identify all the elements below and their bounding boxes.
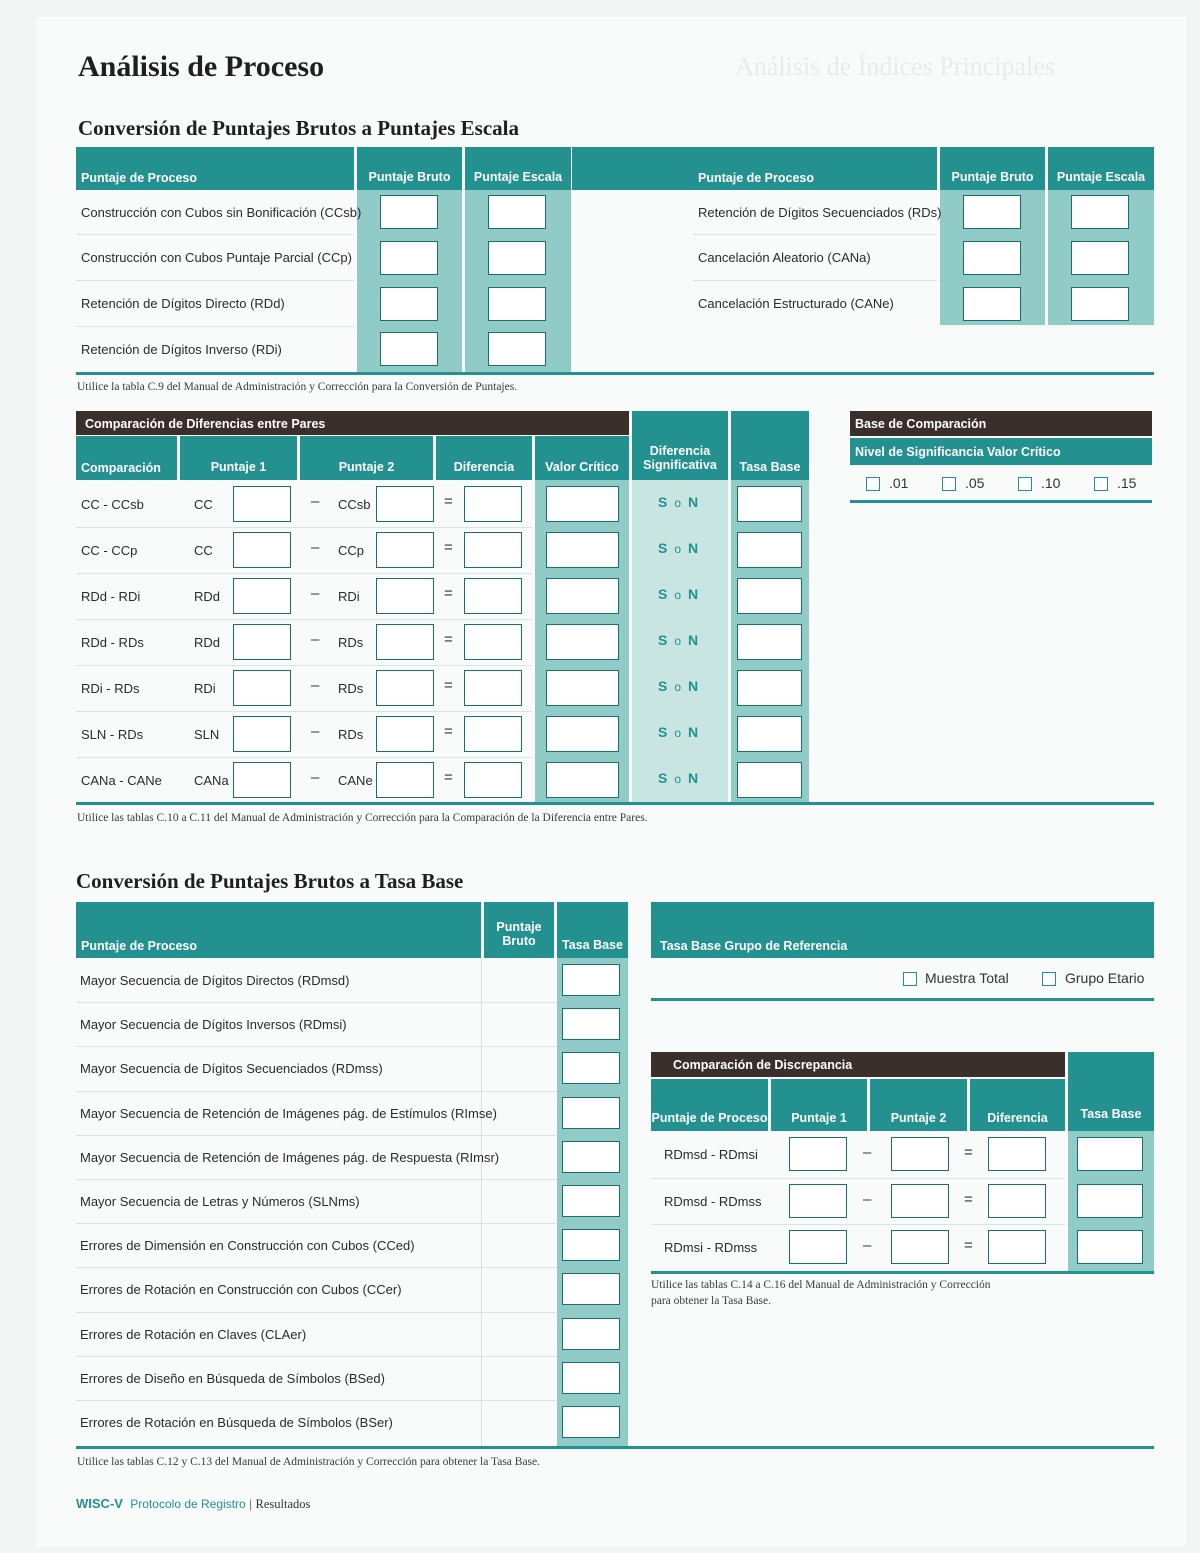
pair-base-rate-input[interactable]: [737, 532, 802, 568]
header-puntaje-bruto-left: Puntaje Bruto: [357, 147, 462, 190]
pair-critical-value-input[interactable]: [546, 578, 619, 614]
checkbox-15[interactable]: [1094, 477, 1108, 491]
pair-comparison-label: RDd - RDs: [81, 634, 144, 650]
significance-selector[interactable]: [658, 678, 699, 694]
pair-critical-value-input[interactable]: [546, 624, 619, 660]
significance-o: o: [674, 634, 683, 648]
base-rate-input[interactable]: [562, 1229, 620, 1261]
header-diferencia: Diferencia: [436, 436, 532, 480]
significance-n[interactable]: N: [688, 540, 700, 556]
section-title-tasa-base: Conversión de Puntajes Brutos a Tasa Base: [76, 869, 464, 893]
label-15: .15: [1117, 475, 1137, 491]
equals-sign: =: [964, 1191, 973, 1208]
pair-difference-input[interactable]: [464, 670, 522, 706]
minus-sign: –: [311, 677, 320, 694]
input-escala-rdi[interactable]: [488, 332, 546, 366]
significance-s[interactable]: S: [658, 724, 669, 740]
row-divider: [76, 527, 532, 528]
row-divider: [76, 665, 532, 666]
discrepancy-base-rate-input[interactable]: [1077, 1184, 1143, 1218]
header-disc-diferencia: Diferencia: [970, 1079, 1065, 1131]
pair-score-2-label: CCp: [338, 542, 365, 558]
pair-base-rate-input[interactable]: [737, 624, 802, 660]
discrepancy-score-1-input[interactable]: [789, 1137, 847, 1171]
header-puntaje-1: Puntaje 1: [180, 436, 297, 480]
significance-n[interactable]: N: [688, 724, 700, 740]
header-puntaje-proceso-3: Puntaje de Proceso: [76, 902, 481, 958]
equals-sign: =: [444, 539, 453, 556]
base-rate-input[interactable]: [562, 964, 620, 996]
pair-score-2-label: RDs: [338, 634, 364, 650]
significance-s[interactable]: S: [658, 540, 669, 556]
table-bottom-rule: [76, 1446, 1154, 1449]
disc-bottom-rule: [651, 1271, 1154, 1274]
base-rate-input[interactable]: [562, 1318, 620, 1350]
minus-sign: –: [311, 769, 320, 786]
base-rate-input[interactable]: [562, 1362, 620, 1394]
base-rate-input[interactable]: [562, 1097, 620, 1129]
pair-score-2-label: RDs: [338, 726, 364, 742]
significance-n[interactable]: N: [688, 632, 700, 648]
base-rate-row-label: Mayor Secuencia de Retención de Imágenes pág. de Respuesta (RImsr): [80, 1149, 500, 1165]
pair-comparison-label: CC - CCsb: [81, 496, 144, 512]
minus-sign: –: [863, 1237, 872, 1254]
equals-sign: =: [444, 677, 453, 694]
row-label: Retención de Dígitos Secuenciados (RDs): [698, 204, 942, 220]
base-rate-row-label: Errores de Rotación en Claves (CLAer): [80, 1326, 307, 1342]
input-bruto-ccp[interactable]: [380, 241, 438, 275]
pair-score-2-input[interactable]: [376, 532, 434, 568]
row-label: Construcción con Cubos Puntaje Parcial (CCp): [81, 249, 352, 265]
pair-difference-input[interactable]: [464, 486, 522, 522]
header-disc-puntaje-2: Puntaje 2: [870, 1079, 967, 1131]
pair-score-2-input[interactable]: [376, 670, 434, 706]
footer-brand: WISC-V: [76, 1496, 123, 1511]
pair-score-2-input[interactable]: [376, 762, 434, 798]
significance-n[interactable]: N: [688, 678, 700, 694]
row-label: Cancelación Estructurado (CANe): [698, 295, 894, 311]
note-c14-c16: Utilice las tablas C.14 a C.16 del Manual de Administración y Corrección: [651, 1279, 991, 1291]
input-bruto-rdi[interactable]: [380, 332, 438, 366]
base-rate-input[interactable]: [562, 1185, 620, 1217]
pair-difference-input[interactable]: [464, 716, 522, 752]
checkbox-05[interactable]: [942, 477, 956, 491]
header-disc-tasa-base: Tasa Base: [1068, 1052, 1154, 1131]
header-tasa-base: Tasa Base: [731, 411, 809, 480]
pair-score-1-input[interactable]: [233, 762, 291, 798]
base-rate-input[interactable]: [562, 1273, 620, 1305]
page-title: Análisis de Proceso: [78, 50, 325, 83]
pair-comparison-label: SLN - RDs: [81, 726, 144, 742]
pair-base-rate-input[interactable]: [737, 578, 802, 614]
pair-score-1-label: CANa: [194, 772, 229, 788]
significance-selector[interactable]: [658, 494, 699, 510]
pair-critical-value-input[interactable]: [546, 670, 619, 706]
base-rate-input[interactable]: [562, 1141, 620, 1173]
row-label: Construcción con Cubos sin Bonificación (CCsb): [81, 204, 362, 220]
pair-score-1-input[interactable]: [233, 578, 291, 614]
significance-n[interactable]: N: [688, 586, 700, 602]
pair-score-2-input[interactable]: [376, 624, 434, 660]
discrepancy-label: RDmsd - RDmsi: [664, 1146, 758, 1162]
note-c9: Utilice la tabla C.9 del Manual de Administración y Corrección para la Conversión de Puntajes.: [77, 381, 518, 393]
minus-sign: –: [863, 1144, 872, 1161]
pair-comparison-label: RDi - RDs: [81, 680, 140, 696]
discrepancy-score-1-input[interactable]: [789, 1230, 847, 1264]
pair-base-rate-input[interactable]: [737, 762, 802, 798]
discrepancy-score-2-input[interactable]: [891, 1230, 949, 1264]
row-divider: [693, 280, 937, 281]
significance-s[interactable]: S: [658, 586, 669, 602]
header-puntaje-proceso-right: Puntaje de Proceso: [572, 147, 937, 190]
pair-score-1-input[interactable]: [233, 670, 291, 706]
header-puntaje-2: Puntaje 2: [300, 436, 433, 480]
pair-comparison-label: CANa - CANe: [81, 772, 162, 788]
significance-selector[interactable]: [658, 632, 699, 648]
pair-critical-value-input[interactable]: [546, 532, 619, 568]
significance-s[interactable]: S: [658, 678, 669, 694]
pair-score-1-label: RDi: [194, 680, 216, 696]
input-bruto-cana[interactable]: [963, 241, 1021, 275]
row-divider: [76, 1400, 557, 1401]
row-divider: [651, 1224, 1065, 1225]
equals-sign: =: [444, 493, 453, 510]
footer: [76, 1496, 310, 1512]
checkbox-01[interactable]: [866, 477, 880, 491]
checkbox-muestra-total[interactable]: [903, 972, 917, 986]
pair-score-2-input[interactable]: [376, 716, 434, 752]
note-c12-c13: Utilice las tablas C.12 y C.13 del Manual de Administración y Corrección para obtener la Tasa Base.: [77, 1456, 541, 1468]
base-rate-row-label: Errores de Rotación en Construcción con Cubos (CCer): [80, 1281, 402, 1297]
row-divider: [693, 234, 937, 235]
significance-selector[interactable]: [658, 770, 699, 786]
pair-base-rate-input[interactable]: [737, 716, 802, 752]
base-rate-row-label: Mayor Secuencia de Letras y Números (SLNms): [80, 1193, 360, 1209]
label-grupo-etario: Grupo Etario: [1065, 970, 1145, 986]
row-divider: [76, 1312, 557, 1313]
header-puntaje-escala-right: Puntaje Escala: [1048, 147, 1154, 190]
row-divider: [76, 1091, 557, 1092]
note-c14-c16-cont: para obtener la Tasa Base.: [651, 1295, 771, 1307]
minus-sign: –: [311, 723, 320, 740]
equals-sign: =: [444, 723, 453, 740]
pair-base-rate-input[interactable]: [737, 670, 802, 706]
significance-selector[interactable]: [658, 540, 699, 556]
equals-sign: =: [964, 1144, 973, 1161]
table-bottom-rule: [76, 372, 1154, 375]
discrepancy-difference-input[interactable]: [988, 1184, 1046, 1218]
significance-selector[interactable]: [658, 586, 699, 602]
pair-score-1-label: RDd: [194, 588, 221, 604]
discrepancy-score-2-input[interactable]: [891, 1184, 949, 1218]
input-escala-ccp[interactable]: [488, 241, 546, 275]
header-puntaje-bruto-right: Puntaje Bruto: [940, 147, 1045, 190]
row-divider: [76, 280, 354, 281]
banner-comparacion-pares: Comparación de Diferencias entre Pares: [76, 411, 629, 435]
input-bruto-rdd[interactable]: [380, 287, 438, 321]
row-divider: [76, 234, 354, 235]
pair-score-1-input[interactable]: [233, 716, 291, 752]
header-disc-puntaje-1: Puntaje 1: [771, 1079, 867, 1131]
equals-sign: =: [964, 1237, 973, 1254]
significance-n[interactable]: N: [688, 494, 700, 510]
header-puntaje-bruto-3: Puntaje Bruto: [484, 902, 554, 958]
header-diferencia-significativa: Diferencia Significativa: [632, 411, 728, 480]
pair-difference-input[interactable]: [464, 624, 522, 660]
pair-score-1-label: CC: [194, 496, 213, 512]
pair-score-2-label: RDi: [338, 588, 360, 604]
table-bottom-rule: [76, 802, 1154, 805]
equals-sign: =: [444, 769, 453, 786]
input-escala-rdd[interactable]: [488, 287, 546, 321]
pair-difference-input[interactable]: [464, 532, 522, 568]
label-01: .01: [889, 475, 909, 491]
significance-o: o: [674, 772, 683, 786]
minus-sign: –: [311, 585, 320, 602]
significance-o: o: [674, 588, 683, 602]
pair-base-rate-input[interactable]: [737, 486, 802, 522]
equals-sign: =: [444, 631, 453, 648]
input-bruto-ccsb[interactable]: [380, 195, 438, 229]
row-divider: [76, 573, 532, 574]
discrepancy-base-rate-input[interactable]: [1077, 1230, 1143, 1264]
footer-section: Resultados: [255, 1497, 311, 1511]
pair-score-1-input[interactable]: [233, 532, 291, 568]
input-bruto-cane[interactable]: [963, 287, 1021, 321]
input-escala-cana[interactable]: [1071, 241, 1129, 275]
row-divider: [76, 757, 532, 758]
base-rate-row-label: Mayor Secuencia de Dígitos Secuenciados (RDmss): [80, 1060, 383, 1076]
base-rate-row-label: Mayor Secuencia de Retención de Imágenes pág. de Estímulos (RImse): [80, 1105, 497, 1121]
significance-n[interactable]: N: [688, 770, 700, 786]
discrepancy-label: RDmsi - RDmss: [664, 1239, 758, 1255]
label-10: .10: [1041, 475, 1061, 491]
note-c10-c11: Utilice las tablas C.10 a C.11 del Manual de Administración y Corrección para la Comparación de la Diferencia entre Pares.: [77, 812, 648, 824]
header-valor-critico: Valor Crítico: [535, 436, 629, 480]
pair-difference-input[interactable]: [464, 762, 522, 798]
significance-s[interactable]: S: [658, 770, 669, 786]
base-rate-input[interactable]: [562, 1052, 620, 1084]
footer-doc: Protocolo de Registro: [130, 1497, 246, 1511]
row-label: Retención de Dígitos Directo (RDd): [81, 295, 285, 311]
base-bottom-rule: [850, 500, 1152, 503]
header-puntaje-escala-left: Puntaje Escala: [465, 147, 571, 190]
base-rate-input[interactable]: [562, 1406, 620, 1438]
significance-o: o: [674, 726, 683, 740]
discrepancy-difference-input[interactable]: [988, 1230, 1046, 1264]
footer-separator: |: [249, 1497, 253, 1511]
equals-sign: =: [444, 585, 453, 602]
pair-critical-value-input[interactable]: [546, 762, 619, 798]
pair-score-1-label: CC: [194, 542, 213, 558]
input-bruto-rds[interactable]: [963, 195, 1021, 229]
pair-comparison-label: CC - CCp: [81, 542, 138, 558]
row-divider: [76, 1223, 557, 1224]
row-divider: [76, 1135, 557, 1136]
base-rate-row-label: Mayor Secuencia de Dígitos Inversos (RDmsi): [80, 1016, 347, 1032]
significance-s[interactable]: S: [658, 632, 669, 648]
label-05: .05: [965, 475, 985, 491]
banner-base-comparacion: Base de Comparación: [850, 411, 1152, 436]
row-label: Cancelación Aleatorio (CANa): [698, 249, 871, 265]
minus-sign: –: [863, 1191, 872, 1208]
significance-selector[interactable]: [658, 724, 699, 740]
pair-score-2-label: CANe: [338, 772, 373, 788]
pair-critical-value-input[interactable]: [546, 716, 619, 752]
pair-score-2-input[interactable]: [376, 578, 434, 614]
row-divider: [76, 1046, 557, 1047]
referencia-bottom-rule: [651, 998, 1154, 1001]
input-escala-rds[interactable]: [1071, 195, 1129, 229]
base-rate-row-label: Mayor Secuencia de Dígitos Directos (RDmsd): [80, 972, 350, 988]
pair-difference-input[interactable]: [464, 578, 522, 614]
pair-score-2-label: RDs: [338, 680, 364, 696]
header-nivel-significancia: Nivel de Significancia Valor Crítico: [850, 438, 1152, 465]
pair-score-2-input[interactable]: [376, 486, 434, 522]
significance-s[interactable]: S: [658, 494, 669, 510]
pair-score-1-input[interactable]: [233, 486, 291, 522]
base-rate-input[interactable]: [562, 1008, 620, 1040]
banner-comparacion-discrepancia: Comparación de Discrepancia: [651, 1052, 1065, 1077]
pair-score-2-label: CCsb: [338, 496, 371, 512]
input-escala-cane[interactable]: [1071, 287, 1129, 321]
significance-o: o: [674, 680, 683, 694]
pair-score-1-label: RDd: [194, 634, 221, 650]
row-divider: [76, 1356, 557, 1357]
pair-score-1-label: SLN: [194, 726, 220, 742]
header-puntaje-proceso-left: Puntaje de Proceso: [76, 147, 354, 190]
label-muestra-total: Muestra Total: [925, 970, 1009, 986]
row-divider: [76, 1267, 557, 1268]
discrepancy-label: RDmsd - RDmss: [664, 1193, 762, 1209]
row-divider: [76, 619, 532, 620]
row-divider: [76, 326, 354, 327]
input-escala-ccsb[interactable]: [488, 195, 546, 229]
minus-sign: –: [311, 631, 320, 648]
minus-sign: –: [311, 493, 320, 510]
discrepancy-difference-input[interactable]: [988, 1137, 1046, 1171]
pair-score-1-input[interactable]: [233, 624, 291, 660]
row-divider: [76, 711, 532, 712]
bruto-column-divider: [481, 958, 482, 1446]
significance-o: o: [674, 496, 683, 510]
row-divider: [651, 1178, 1065, 1179]
bleed-through-title: Análisis de Índices Principales: [735, 52, 1055, 81]
header-grupo-referencia: Tasa Base Grupo de Referencia: [651, 902, 1154, 958]
discrepancy-score-2-input[interactable]: [891, 1137, 949, 1171]
base-rate-row-label: Errores de Diseño en Búsqueda de Símbolos (BSed): [80, 1370, 385, 1386]
row-divider: [76, 1002, 557, 1003]
pair-critical-value-input[interactable]: [546, 486, 619, 522]
header-tasa-base-3: Tasa Base: [557, 902, 628, 958]
section-title-escala: Conversión de Puntajes Brutos a Puntajes Escala: [78, 116, 520, 140]
discrepancy-base-rate-input[interactable]: [1077, 1137, 1143, 1171]
row-divider: [76, 1179, 557, 1180]
base-rate-row-label: Errores de Dimensión en Construcción con Cubos (CCed): [80, 1237, 415, 1253]
row-label: Retención de Dígitos Inverso (RDi): [81, 341, 282, 357]
discrepancy-score-1-input[interactable]: [789, 1184, 847, 1218]
checkbox-grupo-etario[interactable]: [1042, 972, 1056, 986]
minus-sign: –: [311, 539, 320, 556]
base-rate-row-label: Errores de Rotación en Búsqueda de Símbolos (BSer): [80, 1414, 393, 1430]
checkbox-10[interactable]: [1018, 477, 1032, 491]
pair-comparison-label: RDd - RDi: [81, 588, 141, 604]
header-comparacion: Comparación: [76, 436, 177, 480]
header-disc-proceso: Puntaje de Proceso: [651, 1079, 768, 1131]
significance-o: o: [674, 542, 683, 556]
